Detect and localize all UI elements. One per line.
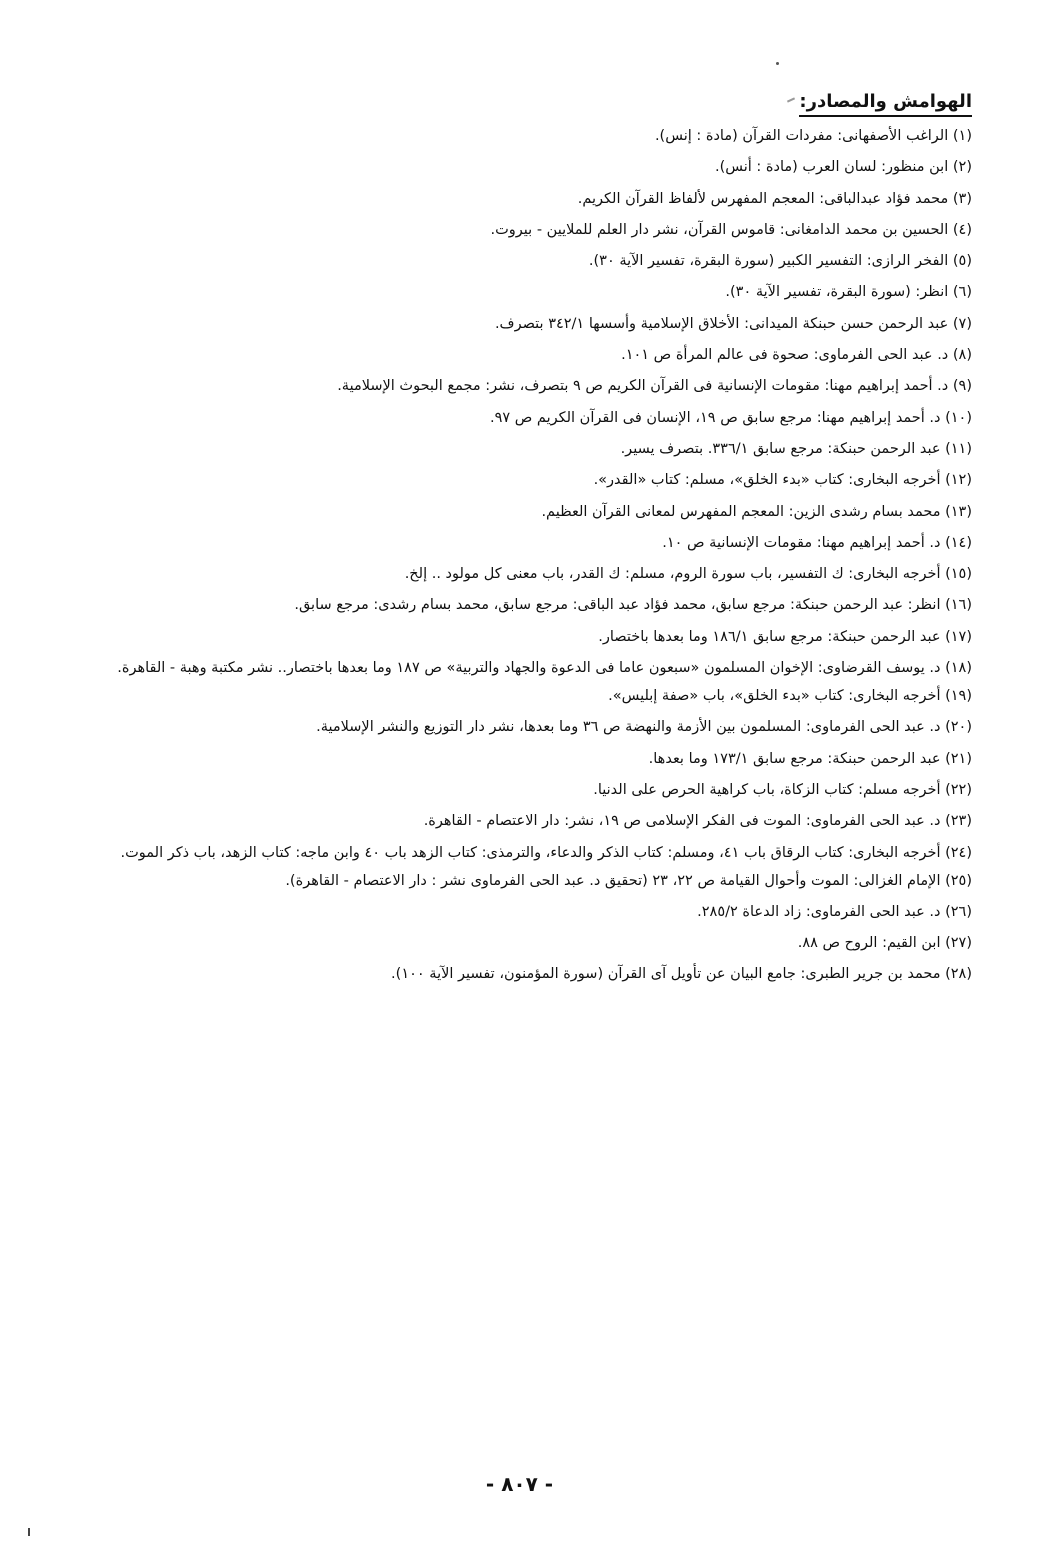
footnote-item: (٢٥) الإمام الغزالى: الموت وأحوال القيامة ص ٢٢، ٢٣ (تحقيق د. عبد الحى الفرماوى نشر : دار الاعتصام - القاهرة). xyxy=(285,872,972,889)
footnote-item: (٢٨) محمد بن جرير الطبرى: جامع البيان عن تأويل آى القرآن (سورة المؤمنون، تفسير الآية ١٠٠). xyxy=(391,966,972,983)
footnote-item: (١) الراغب الأصفهانى: مفردات القرآن (مادة : إنس). xyxy=(654,128,972,144)
footnote-item: (٤) الحسين بن محمد الدامغانى: قاموس القرآن، نشر دار العلم للملايين - بيروت. xyxy=(490,221,972,238)
scan-speck xyxy=(28,1528,30,1536)
section-heading: الهوامش والمصادر: xyxy=(799,90,972,117)
footnote-item: (١٨) د. يوسف القرضاوى: الإخوان المسلمون «سبعون عاما فى الدعوة والجهاد والتربية» ص ١٨٧ وما بعدها باختصار.. نشر مكتبة وهبة - القاهرة. xyxy=(117,660,972,677)
footnote-item: (٢٢) أخرجه مسلم: كتاب الزكاة، باب كراهية الحرص على الدنيا. xyxy=(593,781,972,798)
footnote-item: (٥) الفخر الرازى: التفسير الكبير (سورة البقرة، تفسير الآية ٣٠). xyxy=(588,253,972,270)
footnote-item: (٢٠) د. عبد الحى الفرماوى: المسلمون بين الأزمة والنهضة ص ٣٦ وما بعدها، نشر دار التوزيع والنشر الإسلامية. xyxy=(316,719,972,736)
footnote-item: (٢٦) د. عبد الحى الفرماوى: زاد الدعاة ٢٨٥/٢. xyxy=(697,903,972,920)
footnote-item: (٧) عبد الرحمن حسن حبنكة الميدانى: الأخلاق الإسلامية وأسسها ٣٤٢/١ بتصرف. xyxy=(494,315,972,332)
footnotes-list xyxy=(62,126,972,996)
footnote-item: (٨) د. عبد الحى الفرماوى: صحوة فى عالم المرأة ص ١٠١. xyxy=(621,347,972,364)
footnote-item: (١٢) أخرجه البخارى: كتاب «بدء الخلق»، مسلم: كتاب «القدر». xyxy=(593,472,972,489)
footnote-item: (٢٤) أخرجه البخارى: كتاب الرقاق باب ٤١، ومسلم: كتاب الذكر والدعاء، والترمذى: كتاب الزهد باب ٤٠ وابن ماجه: كتاب الزهد، باب ذكر الموت. xyxy=(120,844,972,861)
footnote-item: (٩) د. أحمد إبراهيم مهنا: مقومات الإنسانية فى القرآن الكريم ص ٩ بتصرف، نشر: مجمع البحوث الإسلامية. xyxy=(337,378,972,395)
footnote-item: (١٩) أخرجه البخارى: كتاب «بدء الخلق»، باب «صفة إبليس». xyxy=(608,688,972,705)
scan-speck xyxy=(776,62,779,65)
pen-mark xyxy=(787,97,795,102)
footnote-item: (١٣) محمد بسام رشدى الزين: المعجم المفهرس لمعانى القرآن العظيم. xyxy=(541,503,972,520)
footnote-item: (٣) محمد فؤاد عبدالباقى: المعجم المفهرس لألفاظ القرآن الكريم. xyxy=(577,190,972,207)
footnote-item: (٢١) عبد الرحمن حبنكة: مرجع سابق ١٧٣/١ وما بعدها. xyxy=(648,750,972,767)
footnote-item: (٢٣) د. عبد الحى الفرماوى: الموت فى الفكر الإسلامى ص ١٩، نشر: دار الاعتصام - القاهرة. xyxy=(423,813,972,830)
footnote-item: (١٧) عبد الرحمن حبنكة: مرجع سابق ١٨٦/١ وما بعدها باختصار. xyxy=(598,628,972,645)
footnote-item: (١١) عبد الرحمن حبنكة: مرجع سابق ٣٣٦/١. بتصرف يسير. xyxy=(620,440,972,457)
footnote-item: (٢) ابن منظور: لسان العرب (مادة : أنس). xyxy=(714,159,972,176)
footnote-item: (٦) انظر: (سورة البقرة، تفسير الآية ٣٠). xyxy=(725,284,972,301)
footnote-item: (١٥) أخرجه البخارى: ك التفسير، باب سورة الروم، مسلم: ك القدر، باب معنى كل مولود .. إلخ. xyxy=(404,566,972,583)
footnote-item: (١٠) د. أحمد إبراهيم مهنا: مرجع سابق ص ١٩، الإنسان فى القرآن الكريم ص ٩٧. xyxy=(490,409,972,426)
page-number: - ٨٠٧ - xyxy=(485,1472,554,1496)
footnote-item: (٢٧) ابن القيم: الروح ص ٨٨. xyxy=(797,935,972,952)
footnote-item: (١٤) د. أحمد إبراهيم مهنا: مقومات الإنسانية ص ١٠. xyxy=(662,534,972,551)
footnote-item: (١٦) انظر: عبد الرحمن حبنكة: مرجع سابق، محمد فؤاد عبد الباقى: مرجع سابق، محمد بسام رشدى: مرجع سابق. xyxy=(294,597,972,614)
